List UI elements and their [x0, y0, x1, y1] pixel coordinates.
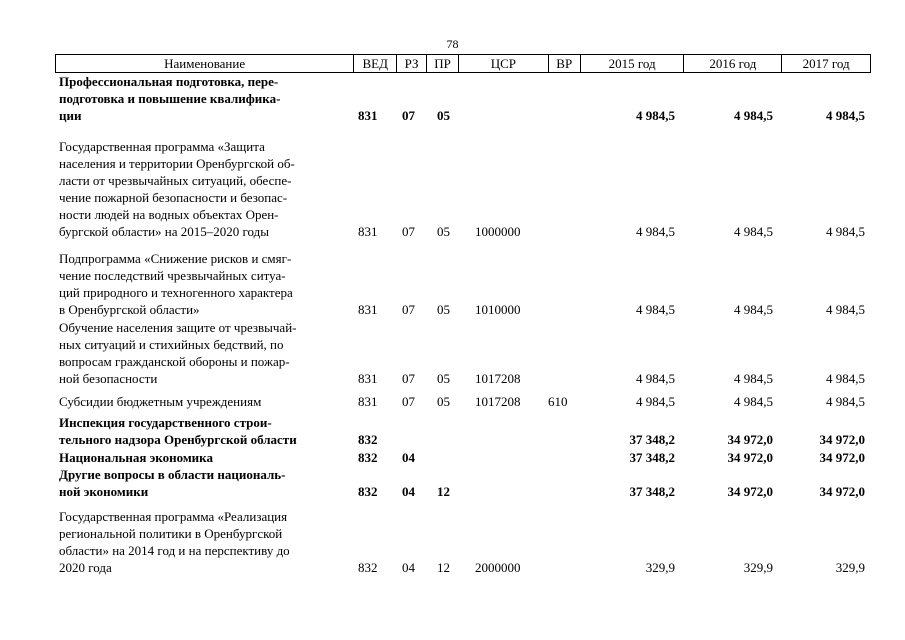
cell-rz: 04	[402, 450, 415, 465]
table-row	[0, 138, 905, 240]
row-name: Инспекция государственного строи- тельного надзора Оренбургской области	[59, 415, 297, 447]
row-name: Профессиональная подготовка, пере- подготовка и повышение квалифика- ции	[59, 74, 281, 123]
cell-y2017: 34 972,0	[819, 484, 865, 499]
cell-pr: 12	[437, 560, 450, 575]
cell-y2017: 4 984,5	[826, 108, 865, 123]
header-vr: ВР	[549, 55, 581, 72]
cell-y2017: 4 984,5	[826, 371, 865, 386]
table-row	[0, 508, 905, 576]
row-name: Подпрограмма «Снижение рисков и смяг- чение последствий чрезвычайных ситуа- ций природного и техногенного характера в Оренбургской области»	[59, 251, 293, 317]
table-row	[0, 319, 905, 387]
cell-y2015: 4 984,5	[636, 302, 675, 317]
cell-csr: 1010000	[475, 302, 521, 317]
cell-ved: 831	[358, 302, 378, 317]
row-name: Государственная программа «Защита населения и территории Оренбургской об- ласти от чрезвычайных ситуаций, обеспе- чение пожарной безопасности и безопас- ности людей на водных объектах Орен- бургской области» на 2015–2020 годы	[59, 139, 295, 239]
cell-pr: 05	[437, 394, 450, 409]
cell-y2015: 37 348,2	[629, 432, 675, 447]
cell-y2016: 34 972,0	[727, 450, 773, 465]
cell-y2015: 329,9	[645, 560, 675, 575]
cell-y2016: 34 972,0	[727, 432, 773, 447]
cell-csr: 1017208	[475, 371, 521, 386]
table-row	[0, 393, 905, 410]
cell-y2016: 4 984,5	[734, 394, 773, 409]
cell-rz: 07	[402, 224, 415, 239]
cell-y2015: 37 348,2	[629, 450, 675, 465]
cell-rz: 07	[402, 108, 415, 123]
cell-y2015: 4 984,5	[636, 108, 675, 123]
cell-csr: 1000000	[475, 224, 521, 239]
row-name: Обучение населения защите от чрезвычай- ных ситуаций и стихийных бедствий, по вопросам гражданской обороны и пожар- ной безопасности	[59, 320, 297, 386]
table-row	[0, 73, 905, 124]
cell-rz: 04	[402, 560, 415, 575]
cell-y2017: 329,9	[835, 560, 865, 575]
cell-y2017: 4 984,5	[826, 394, 865, 409]
cell-ved: 832	[358, 484, 378, 499]
cell-rz: 04	[402, 484, 415, 499]
table-row	[0, 466, 905, 500]
cell-pr: 05	[437, 108, 450, 123]
header-2015: 2015 год	[581, 55, 685, 72]
cell-pr: 05	[437, 371, 450, 386]
row-name: Национальная экономика	[59, 450, 213, 465]
row-name: Государственная программа «Реализация региональной политики в Оренбургской области» на 2014 год и на перспективу до 2020 года	[59, 509, 290, 575]
cell-y2016: 329,9	[743, 560, 773, 575]
header-pr: ПР	[427, 55, 459, 72]
table-row	[0, 250, 905, 318]
cell-ved: 831	[358, 224, 378, 239]
cell-y2017: 4 984,5	[826, 302, 865, 317]
cell-y2016: 4 984,5	[734, 108, 773, 123]
cell-y2016: 4 984,5	[734, 224, 773, 239]
cell-csr: 1017208	[475, 394, 521, 409]
table-row	[0, 449, 905, 466]
cell-csr: 2000000	[475, 560, 521, 575]
table-header	[55, 54, 871, 73]
cell-y2016: 34 972,0	[727, 484, 773, 499]
cell-pr: 05	[437, 224, 450, 239]
cell-rz: 07	[402, 394, 415, 409]
header-2016: 2016 год	[684, 55, 782, 72]
cell-ved: 831	[358, 371, 378, 386]
cell-vr: 610	[548, 394, 568, 409]
cell-y2017: 34 972,0	[819, 450, 865, 465]
header-2017: 2017 год	[802, 56, 850, 71]
row-name: Субсидии бюджетным учреждениям	[59, 394, 262, 409]
cell-y2015: 4 984,5	[636, 224, 675, 239]
cell-rz: 07	[402, 371, 415, 386]
page-number: 78	[446, 37, 459, 51]
cell-y2016: 4 984,5	[734, 371, 773, 386]
cell-ved: 831	[358, 394, 378, 409]
cell-ved: 832	[358, 450, 378, 465]
cell-pr: 12	[437, 484, 450, 499]
header-csr: ЦСР	[459, 55, 549, 72]
table-row	[0, 414, 905, 448]
cell-y2017: 4 984,5	[826, 224, 865, 239]
cell-rz: 07	[402, 302, 415, 317]
cell-ved: 831	[358, 108, 378, 123]
cell-ved: 832	[358, 560, 378, 575]
header-ved: ВЕД	[354, 55, 397, 72]
cell-y2015: 4 984,5	[636, 394, 675, 409]
cell-y2017: 34 972,0	[819, 432, 865, 447]
cell-pr: 05	[437, 302, 450, 317]
header-rz: РЗ	[397, 55, 427, 72]
cell-y2015: 4 984,5	[636, 371, 675, 386]
cell-y2016: 4 984,5	[734, 302, 773, 317]
row-name: Другие вопросы в области националь- ной экономики	[59, 467, 286, 499]
cell-y2015: 37 348,2	[629, 484, 675, 499]
cell-ved: 832	[358, 432, 378, 447]
header-name: Наименование	[56, 55, 354, 72]
